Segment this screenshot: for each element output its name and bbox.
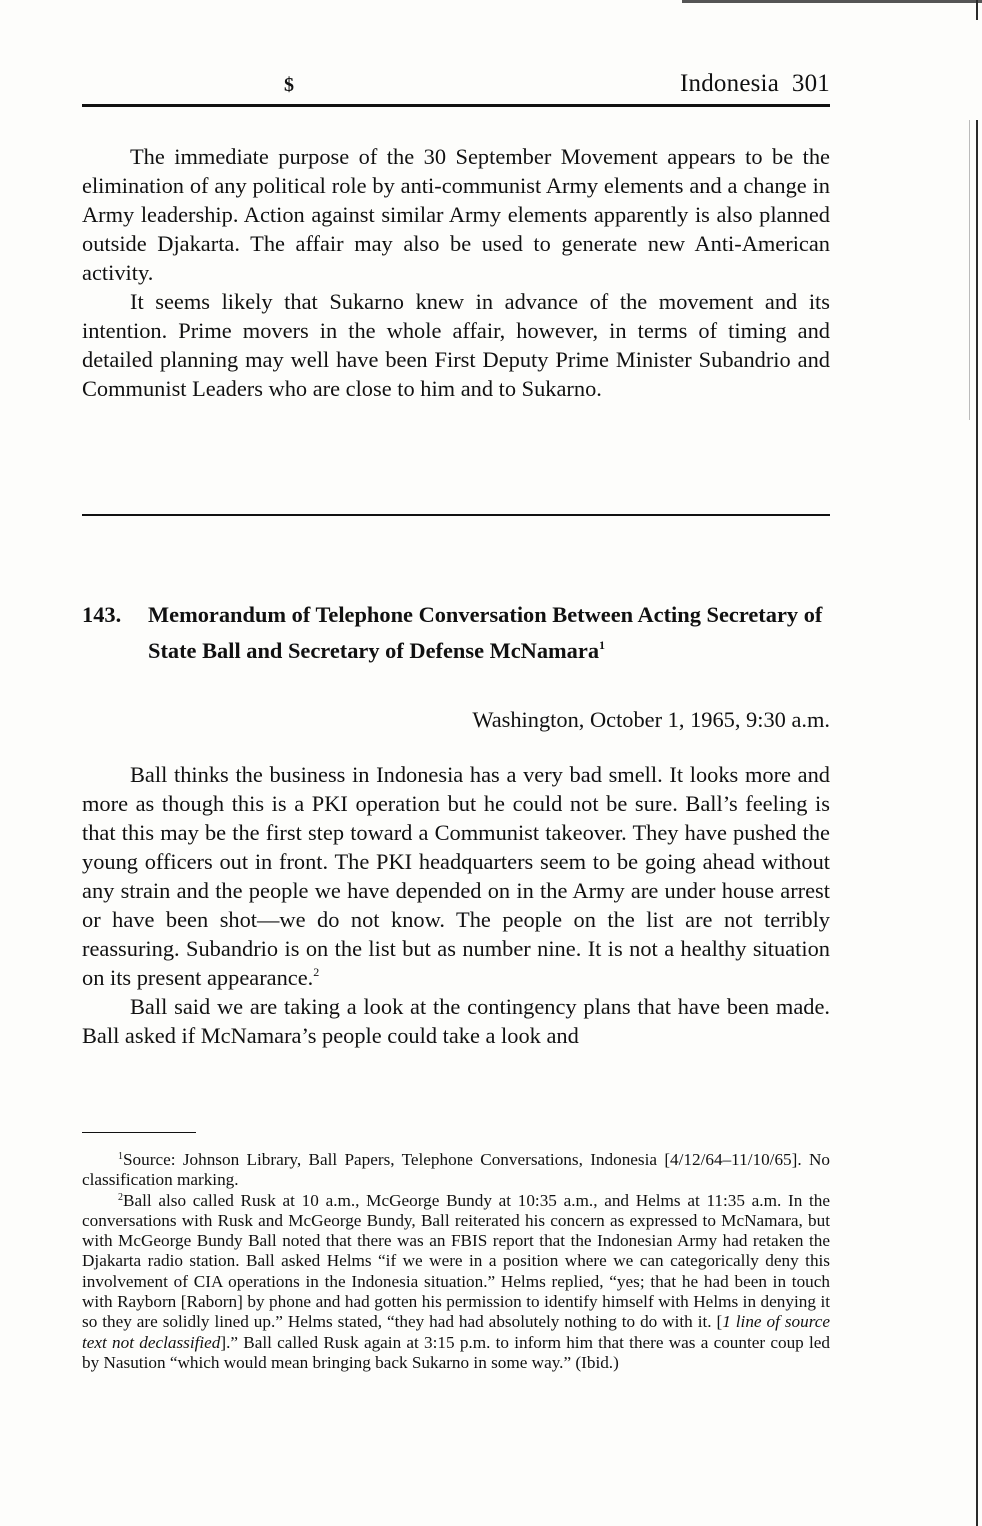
footnote-1-marker: 1: [118, 1151, 123, 1162]
scan-edge-right: [976, 120, 978, 1526]
footnotes: [82, 1150, 830, 1373]
top-paragraph-2: It seems likely that Sukarno knew in advance of the movement and its intention. Prime movers in the whole affair, however, in terms of timing and detailed planning may well have been First Deputy Prime Minister Subandrio and Communist Leaders who are close to him and to Sukarno.: [82, 289, 830, 401]
document-paragraph-1-text: Ball thinks the business in Indonesia has a very bad smell. It looks more and more as though this is a PKI operation but he could not be sure. Ball’s feeling is that this may be the first step toward a Communist takeover. They have pushed the young officers out in front. The PKI headquarters seem to be going ahead without any strain and the people we have depended on in the Army are under house arrest or have been shot—we do not know. The people on the list are not terribly reassuring. Subandrio is on the list but as number nine. It is not a healthy situation on its present appearance.: [82, 762, 830, 990]
scan-thin-line: [969, 120, 970, 420]
dateline: Washington, October 1, 1965, 9:30 a.m.: [472, 707, 830, 732]
scan-edge-right-top: [976, 0, 978, 20]
header-rule: [82, 104, 830, 107]
running-head-title: Indonesia 301: [680, 70, 830, 97]
document-body: [82, 760, 830, 1050]
footnote-ref-1: 1: [599, 638, 606, 652]
footnote-2-marker: 2: [118, 1191, 123, 1203]
footnote-1: [82, 1150, 830, 1191]
document-title-wrap: [148, 600, 830, 666]
top-paragraph-1: The immediate purpose of the 30 September Movement appears to be the elimination of any political role by anti-communist Army elements and a change in Army leadership. Action against similar Army elements apparently is also planned outside Djakarta. The affair may also be used to generate new Anti-American activity.: [82, 144, 830, 285]
footnote-1-text: Source: Johnson Library, Ball Papers, Telephone Conversations, Indonesia [4/12/64–11/10/65]. No classification marking.: [82, 1150, 830, 1190]
document-paragraph-2: Ball said we are taking a look at the contingency plans that have been made. Ball asked if McNamara’s people could take a look and: [82, 994, 830, 1048]
section-divider: [82, 514, 830, 516]
footnote-2: [82, 1191, 830, 1374]
running-head: [82, 66, 830, 106]
document-heading: [82, 600, 830, 666]
header-mark: $: [284, 74, 294, 96]
document-title: Memorandum of Telephone Conversation Between Acting Secretary of State Ball and Secretary of Defense McNamara: [148, 602, 823, 663]
footnote-ref-2: 2: [313, 965, 320, 979]
scan-edge-top: [682, 0, 982, 3]
footnote-2-italic: 1 line of source text not declassified: [82, 1312, 831, 1352]
document-paragraph-1: [82, 760, 830, 992]
document-number: 143.: [82, 602, 122, 627]
footnote-2-text-a: Ball also called Rusk at 10 a.m., McGeorge Bundy at 10:35 a.m., and Helms at 11:35 a.m. In the conversations with Rusk and McGeorge Bundy, Ball reiterated his concern as expressed to McNamara, but with McGeorge Bundy Ball noted that there was an FBIS report that the Indonesian Army had retaken the Djakarta radio station. Ball asked Helms “if we were in a position where we can categorically deny this involvement of CIA operations in the Indonesia situation.” Helms replied, “yes; that he had been in touch with Rayborn [Raborn] by phone and had gotten his permission to identify himself with Helms in denying it so they are solidly lined up.” Helms stated, “they had had absolutely nothing to do with it. [: [82, 1190, 830, 1332]
footnote-rule: [82, 1132, 196, 1133]
footnote-2-text-b: ].” Ball called Rusk again at 3:15 p.m. to inform him that there was a counter coup led by Nasution “which would mean bringing back Sukarno in some way.” (Ibid.): [82, 1332, 830, 1372]
top-section: [82, 142, 830, 403]
